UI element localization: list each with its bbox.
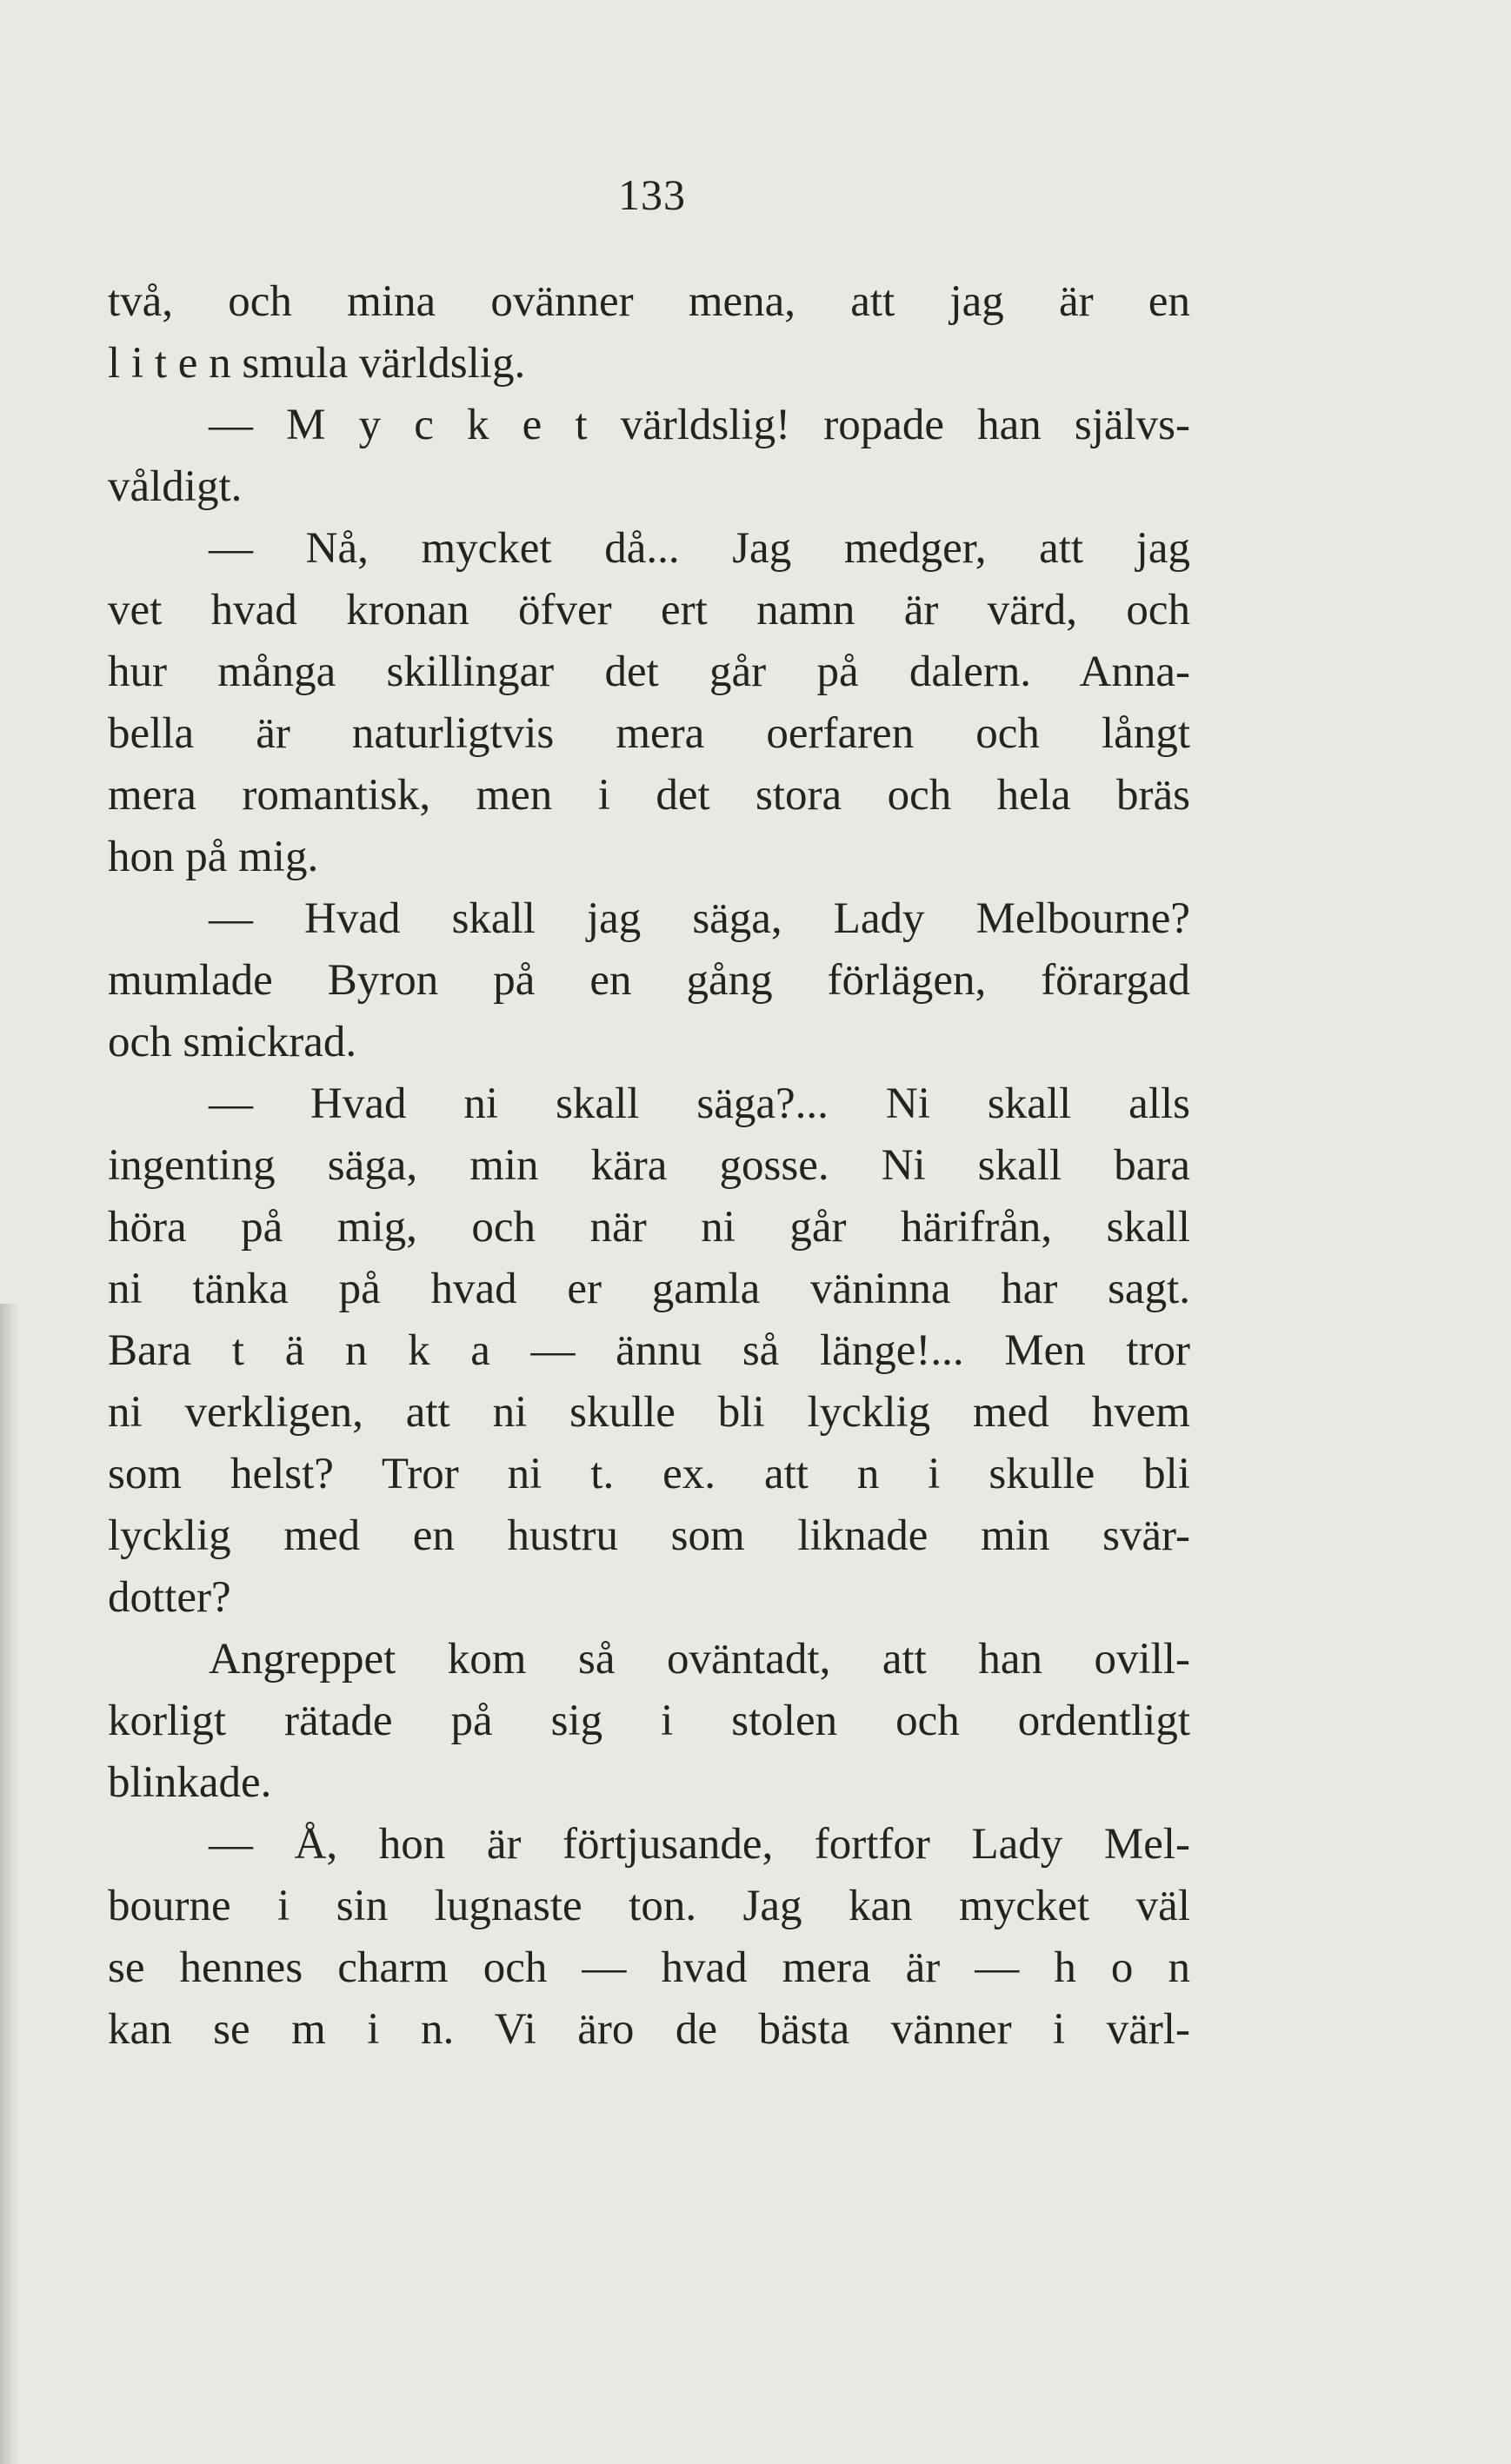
page-number: 133 [618, 170, 686, 219]
text-line: hon på mig. [108, 833, 319, 881]
text-line: kan se m i n. Vi äro de bästa vänner i värl- [108, 2005, 1190, 2054]
text-line: — M y c k e t världslig! ropade han självs- [209, 401, 1190, 449]
text-line: blinkade. [108, 1758, 272, 1807]
text-line: och smickrad. [108, 1018, 357, 1066]
text-line: — Å, hon är förtjusande, fortfor Lady Mel- [209, 1820, 1190, 1869]
text-line: vet hvad kronan öfver ert namn är värd, och [108, 586, 1190, 634]
text-line: som helst? Tror ni t. ex. att n i skulle bli [108, 1450, 1190, 1498]
text-line: Angreppet kom så oväntadt, att han ovill- [209, 1635, 1190, 1684]
text-line: mumlade Byron på en gång förlägen, förargad [108, 956, 1190, 1005]
text-line: ni verkligen, att ni skulle bli lycklig med hvem [108, 1388, 1190, 1437]
text-line: våldigt. [108, 462, 243, 511]
text-line: bourne i sin lugnaste ton. Jag kan mycket väl [108, 1882, 1190, 1930]
text-line: — Hvad ni skall säga?... Ni skall alls [209, 1079, 1190, 1128]
text-line: ni tänka på hvad er gamla väninna har sagt. [108, 1265, 1190, 1313]
text-line: två, och mina ovänner mena, att jag är en [108, 277, 1190, 326]
text-line: dotter? [108, 1573, 231, 1622]
text-line: Bara t ä n k a — ännu så länge!... Men tror [108, 1326, 1190, 1375]
body-text [108, 271, 1190, 2061]
text-line: — Nå, mycket då... Jag medger, att jag [209, 524, 1190, 573]
text-line: mera romantisk, men i det stora och hela bräs [108, 771, 1190, 820]
text-line: korligt rätade på sig i stolen och ordentligt [108, 1697, 1190, 1745]
page-edge-shadow [0, 1304, 19, 2464]
text-line: lycklig med en hustru som liknade min svär- [108, 1511, 1190, 1560]
text-line: — Hvad skall jag säga, Lady Melbourne? [209, 894, 1190, 943]
text-line: hur många skillingar det går på dalern. Anna- [108, 648, 1190, 696]
text-line: höra på mig, och när ni går härifrån, skall [108, 1203, 1190, 1252]
text-line: bella är naturligtvis mera oerfaren och långt [108, 709, 1190, 758]
text-line: ingenting säga, min kära gosse. Ni skall bara [108, 1141, 1190, 1190]
text-line: se hennes charm och — hvad mera är — h o n [108, 1943, 1190, 1992]
text-line: l i t e n smula världslig. [108, 339, 526, 388]
